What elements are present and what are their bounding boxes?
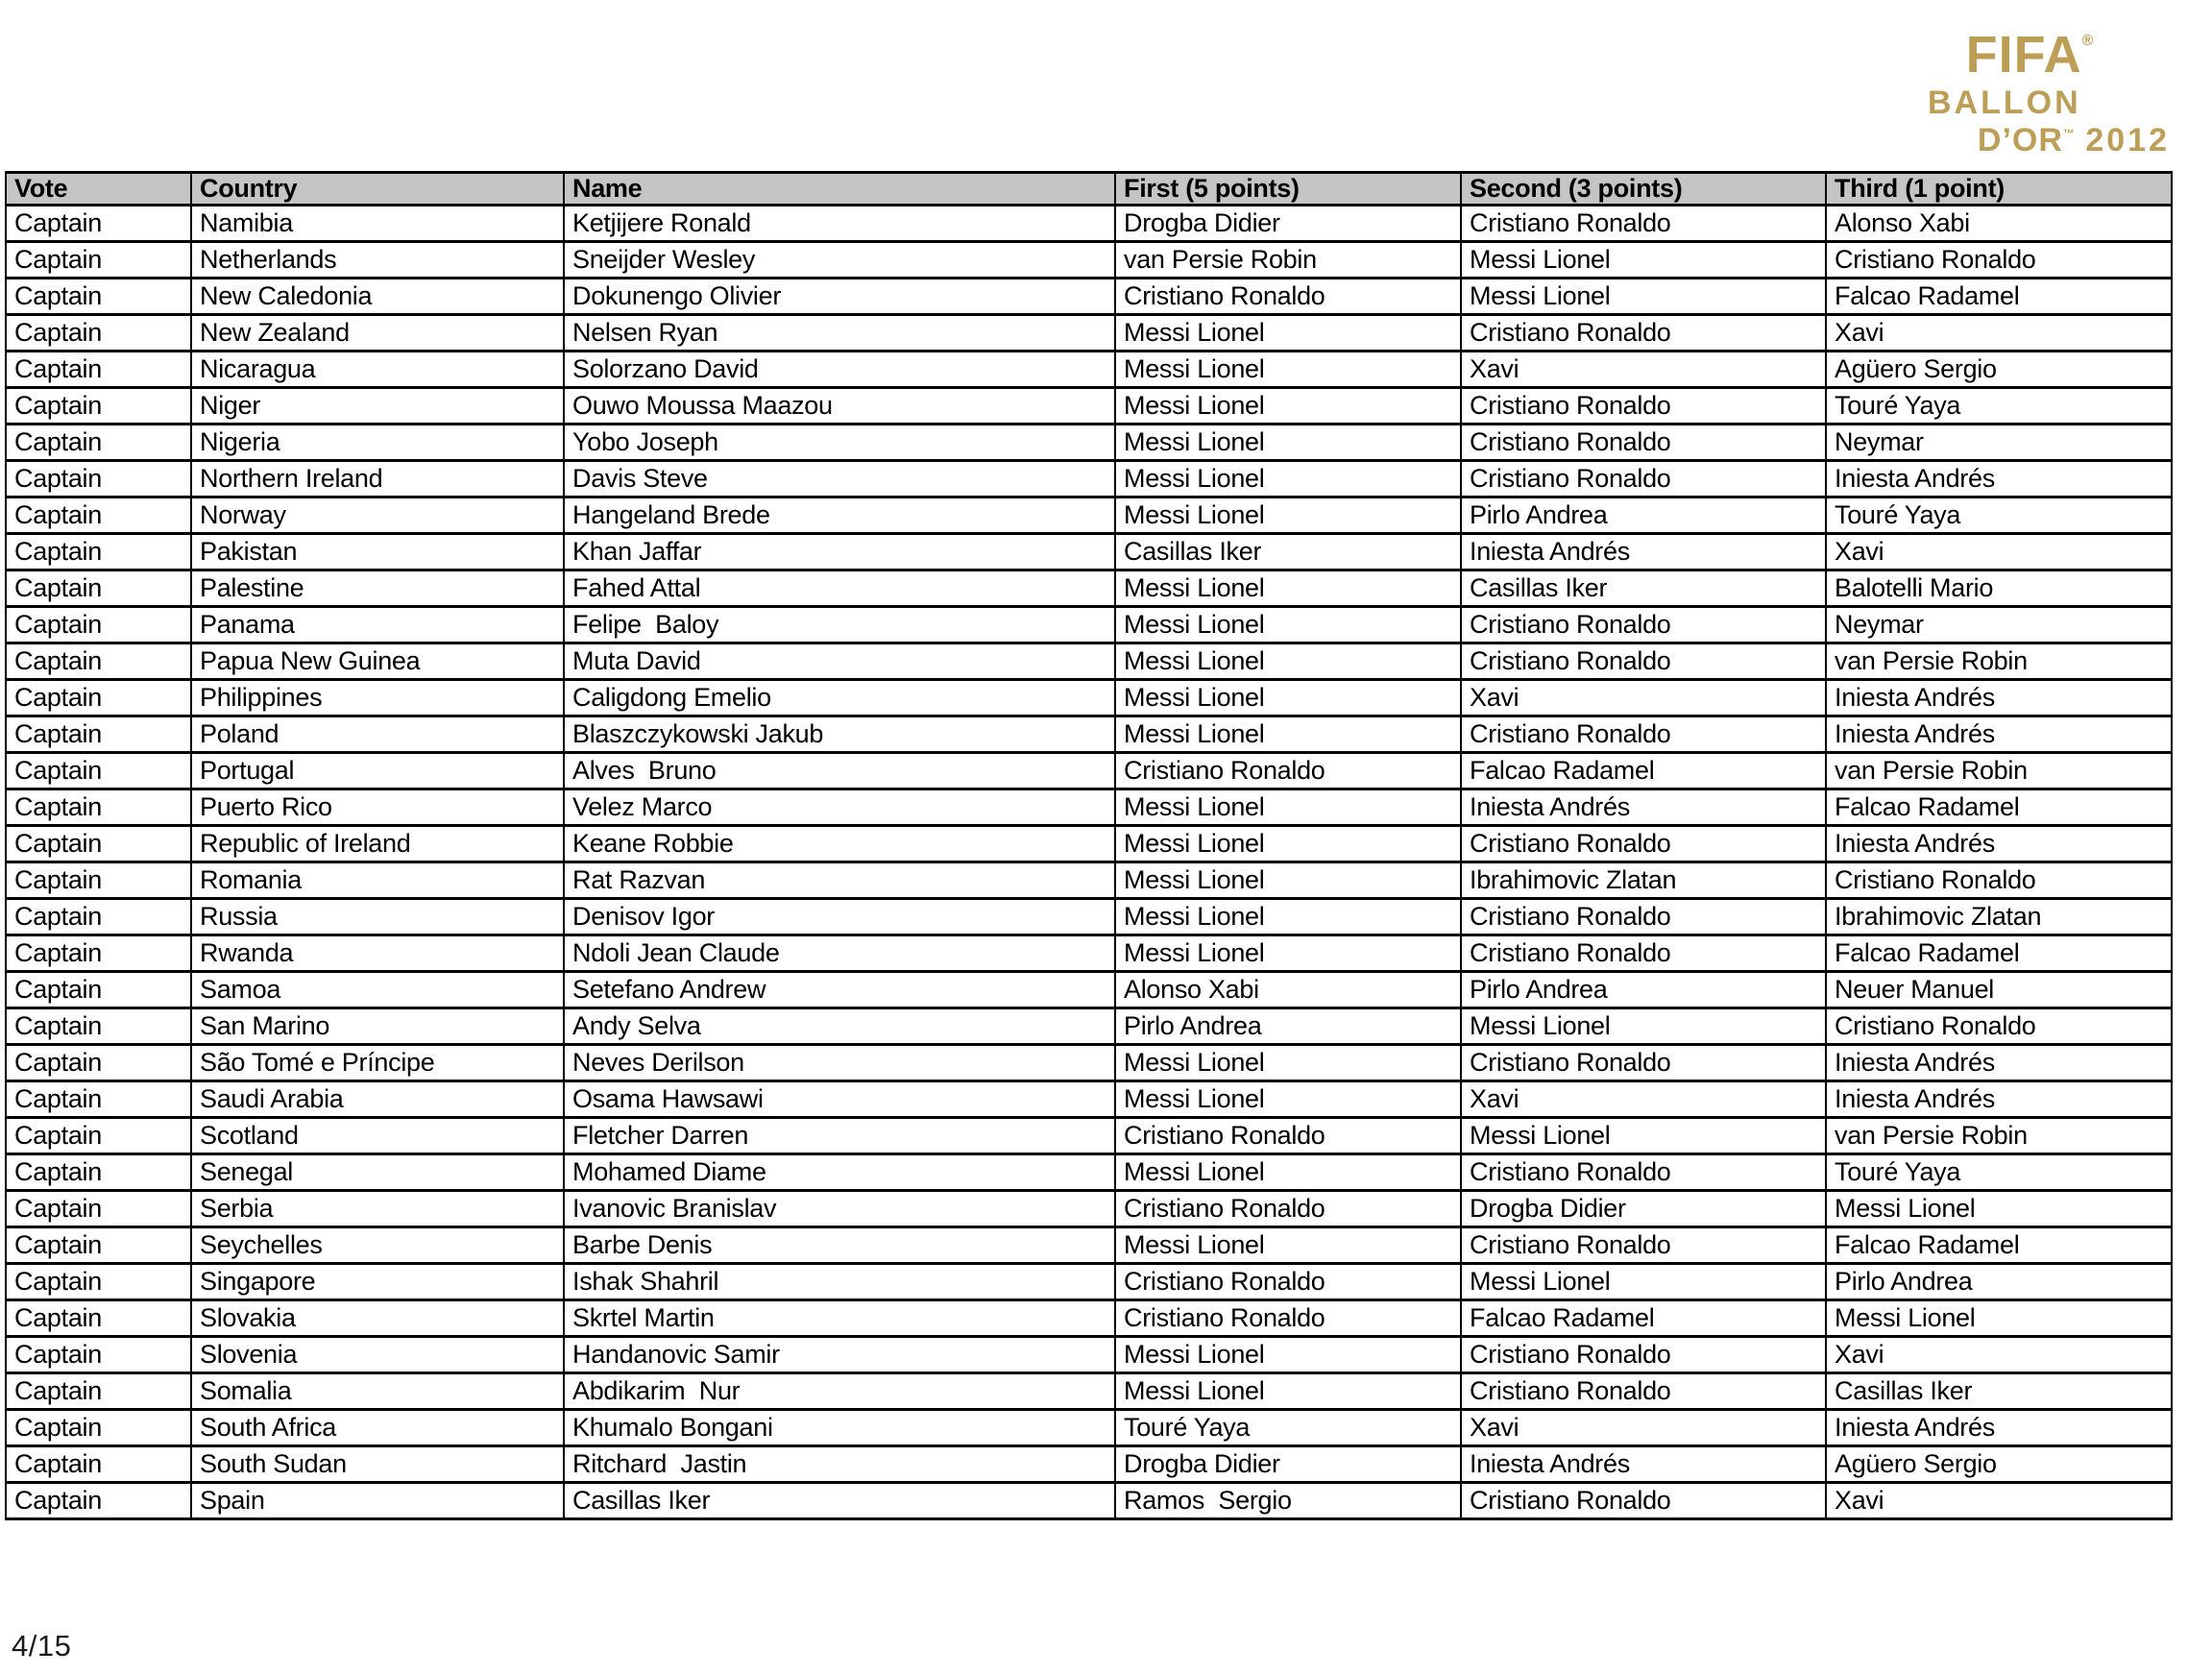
cell-name: Neves Derilson [564,1045,1115,1081]
cell-third-choice: Touré Yaya [1826,1154,2172,1191]
cell-first-choice: Messi Lionel [1115,1081,1461,1118]
cell-first-choice: Messi Lionel [1115,352,1461,388]
cell-country: South Africa [191,1410,564,1446]
table-row [6,899,2172,935]
cell-first-choice: Messi Lionel [1115,425,1461,461]
cell-country: Nigeria [191,425,564,461]
column-header-name: Name [564,173,1115,206]
cell-name: Nelsen Ryan [564,315,1115,352]
cell-vote: Captain [6,1264,191,1300]
cell-vote: Captain [6,1483,191,1519]
cell-country: Rwanda [191,935,564,972]
cell-country: Panama [191,607,564,643]
cell-second-choice: Cristiano Ronaldo [1461,1337,1826,1373]
trademark-symbol: ™ [2062,127,2076,140]
cell-vote: Captain [6,1154,191,1191]
cell-third-choice: Falcao Radamel [1826,935,2172,972]
cell-first-choice: Messi Lionel [1115,461,1461,498]
cell-first-choice: Messi Lionel [1115,1045,1461,1081]
cell-country: Senegal [191,1154,564,1191]
cell-third-choice: Falcao Radamel [1826,1227,2172,1264]
cell-country: Seychelles [191,1227,564,1264]
cell-second-choice: Cristiano Ronaldo [1461,1045,1826,1081]
cell-name: Osama Hawsawi [564,1081,1115,1118]
cell-first-choice: Alonso Xabi [1115,972,1461,1008]
column-header-second: Second (3 points) [1461,173,1826,206]
cell-name: Ndoli Jean Claude [564,935,1115,972]
cell-vote: Captain [6,716,191,753]
header-row [6,173,2172,206]
cell-first-choice: Pirlo Andrea [1115,1008,1461,1045]
cell-first-choice: Cristiano Ronaldo [1115,1300,1461,1337]
table-row [6,1118,2172,1154]
cell-first-choice: van Persie Robin [1115,242,1461,279]
cell-country: Papua New Guinea [191,643,564,680]
cell-name: Skrtel Martin [564,1300,1115,1337]
cell-vote: Captain [6,862,191,899]
cell-second-choice: Drogba Didier [1461,1191,1826,1227]
table-row [6,1045,2172,1081]
cell-vote: Captain [6,643,191,680]
table-row [6,206,2172,242]
cell-second-choice: Messi Lionel [1461,242,1826,279]
column-header-vote: Vote [6,173,191,206]
cell-vote: Captain [6,607,191,643]
cell-first-choice: Messi Lionel [1115,826,1461,862]
cell-name: Fletcher Darren [564,1118,1115,1154]
cell-name: Handanovic Samir [564,1337,1115,1373]
table-row [6,1446,2172,1483]
cell-first-choice: Messi Lionel [1115,1227,1461,1264]
cell-vote: Captain [6,1227,191,1264]
cell-third-choice: Iniesta Andrés [1826,1045,2172,1081]
cell-name: Ketjijere Ronald [564,206,1115,242]
page-number: 4/15 [12,1629,72,1663]
cell-name: Muta David [564,643,1115,680]
table-row [6,461,2172,498]
cell-second-choice: Xavi [1461,1410,1826,1446]
cell-country: Romania [191,862,564,899]
cell-third-choice: Neuer Manuel [1826,972,2172,1008]
cell-country: Norway [191,498,564,534]
cell-vote: Captain [6,935,191,972]
cell-vote: Captain [6,1446,191,1483]
cell-second-choice: Falcao Radamel [1461,753,1826,789]
cell-first-choice: Messi Lionel [1115,570,1461,607]
column-header-first: First (5 points) [1115,173,1461,206]
cell-third-choice: Ibrahimovic Zlatan [1826,899,2172,935]
table-row [6,935,2172,972]
cell-third-choice: van Persie Robin [1826,643,2172,680]
cell-second-choice: Messi Lionel [1461,1264,1826,1300]
cell-name: Abdikarim Nur [564,1373,1115,1410]
cell-vote: Captain [6,1045,191,1081]
cell-third-choice: Cristiano Ronaldo [1826,862,2172,899]
cell-second-choice: Messi Lionel [1461,1008,1826,1045]
cell-name: Denisov Igor [564,899,1115,935]
cell-first-choice: Messi Lionel [1115,1373,1461,1410]
cell-name: Hangeland Brede [564,498,1115,534]
cell-second-choice: Casillas Iker [1461,570,1826,607]
cell-first-choice: Cristiano Ronaldo [1115,753,1461,789]
table-row [6,1300,2172,1337]
cell-third-choice: Iniesta Andrés [1826,461,2172,498]
cell-second-choice: Cristiano Ronaldo [1461,607,1826,643]
cell-vote: Captain [6,789,191,826]
cell-third-choice: Balotelli Mario [1826,570,2172,607]
cell-first-choice: Messi Lionel [1115,315,1461,352]
cell-third-choice: Neymar [1826,607,2172,643]
cell-first-choice: Touré Yaya [1115,1410,1461,1446]
cell-third-choice: Neymar [1826,425,2172,461]
cell-third-choice: Xavi [1826,1483,2172,1519]
cell-second-choice: Cristiano Ronaldo [1461,206,1826,242]
cell-name: Davis Steve [564,461,1115,498]
cell-second-choice: Iniesta Andrés [1461,534,1826,570]
table-row [6,534,2172,570]
fifa-ballon-dor-logo [1928,26,2170,158]
table-row [6,753,2172,789]
cell-vote: Captain [6,1191,191,1227]
cell-name: Felipe Baloy [564,607,1115,643]
cell-country: Slovakia [191,1300,564,1337]
cell-second-choice: Cristiano Ronaldo [1461,1483,1826,1519]
cell-third-choice: Casillas Iker [1826,1373,2172,1410]
cell-name: Alves Bruno [564,753,1115,789]
cell-name: Ivanovic Branislav [564,1191,1115,1227]
cell-name: Casillas Iker [564,1483,1115,1519]
cell-country: Netherlands [191,242,564,279]
cell-first-choice: Messi Lionel [1115,935,1461,972]
table-row [6,1483,2172,1519]
cell-first-choice: Messi Lionel [1115,899,1461,935]
cell-third-choice: Xavi [1826,1337,2172,1373]
cell-vote: Captain [6,315,191,352]
cell-name: Andy Selva [564,1008,1115,1045]
logo-fifa-wordmark: FIFA® [1965,26,2094,84]
cell-country: Saudi Arabia [191,1081,564,1118]
cell-second-choice: Cristiano Ronaldo [1461,425,1826,461]
cell-second-choice: Cristiano Ronaldo [1461,643,1826,680]
cell-vote: Captain [6,388,191,425]
cell-second-choice: Cristiano Ronaldo [1461,1227,1826,1264]
cell-third-choice: Iniesta Andrés [1826,1081,2172,1118]
cell-name: Velez Marco [564,789,1115,826]
cell-vote: Captain [6,1008,191,1045]
cell-second-choice: Ibrahimovic Zlatan [1461,862,1826,899]
cell-third-choice: Xavi [1826,534,2172,570]
cell-third-choice: Falcao Radamel [1826,789,2172,826]
table-row [6,680,2172,716]
table-row [6,826,2172,862]
cell-vote: Captain [6,680,191,716]
cell-country: New Caledonia [191,279,564,315]
cell-country: Niger [191,388,564,425]
cell-first-choice: Messi Lionel [1115,388,1461,425]
table-row [6,972,2172,1008]
cell-third-choice: Touré Yaya [1826,388,2172,425]
logo-ballon-text: BALLON [1928,85,2081,121]
cell-country: Scotland [191,1118,564,1154]
cell-third-choice: Iniesta Andrés [1826,1410,2172,1446]
table-body [6,206,2172,1519]
cell-second-choice: Pirlo Andrea [1461,972,1826,1008]
cell-name: Khumalo Bongani [564,1410,1115,1446]
cell-country: Philippines [191,680,564,716]
table-row [6,242,2172,279]
cell-vote: Captain [6,570,191,607]
cell-vote: Captain [6,1373,191,1410]
cell-third-choice: van Persie Robin [1826,753,2172,789]
cell-name: Ouwo Moussa Maazou [564,388,1115,425]
cell-name: Ritchard Jastin [564,1446,1115,1483]
table-row [6,607,2172,643]
cell-name: Setefano Andrew [564,972,1115,1008]
cell-first-choice: Messi Lionel [1115,789,1461,826]
table-row [6,1373,2172,1410]
cell-second-choice: Xavi [1461,352,1826,388]
cell-vote: Captain [6,242,191,279]
cell-third-choice: Cristiano Ronaldo [1826,242,2172,279]
cell-second-choice: Cristiano Ronaldo [1461,899,1826,935]
cell-country: Northern Ireland [191,461,564,498]
table-row [6,643,2172,680]
cell-second-choice: Messi Lionel [1461,279,1826,315]
cell-first-choice: Messi Lionel [1115,1337,1461,1373]
cell-name: Ishak Shahril [564,1264,1115,1300]
table-row [6,279,2172,315]
cell-vote: Captain [6,1410,191,1446]
cell-second-choice: Cristiano Ronaldo [1461,1373,1826,1410]
cell-vote: Captain [6,534,191,570]
cell-country: Samoa [191,972,564,1008]
cell-second-choice: Messi Lionel [1461,1118,1826,1154]
cell-country: São Tomé e Príncipe [191,1045,564,1081]
cell-second-choice: Cristiano Ronaldo [1461,935,1826,972]
cell-vote: Captain [6,1081,191,1118]
cell-second-choice: Cristiano Ronaldo [1461,716,1826,753]
cell-first-choice: Messi Lionel [1115,498,1461,534]
cell-country: Slovenia [191,1337,564,1373]
vote-results-table [5,171,2173,1520]
cell-vote: Captain [6,1300,191,1337]
cell-third-choice: Touré Yaya [1826,498,2172,534]
cell-vote: Captain [6,352,191,388]
cell-name: Khan Jaffar [564,534,1115,570]
table-row [6,1081,2172,1118]
table-row [6,1154,2172,1191]
cell-first-choice: Cristiano Ronaldo [1115,1264,1461,1300]
cell-country: Singapore [191,1264,564,1300]
table-row [6,862,2172,899]
cell-country: Portugal [191,753,564,789]
cell-first-choice: Messi Lionel [1115,1154,1461,1191]
column-header-third: Third (1 point) [1826,173,2172,206]
cell-name: Barbe Denis [564,1227,1115,1264]
cell-second-choice: Cristiano Ronaldo [1461,826,1826,862]
cell-third-choice: Pirlo Andrea [1826,1264,2172,1300]
cell-first-choice: Messi Lionel [1115,607,1461,643]
table-row [6,570,2172,607]
cell-country: Namibia [191,206,564,242]
table-row [6,1191,2172,1227]
cell-name: Solorzano David [564,352,1115,388]
table-row [6,1227,2172,1264]
logo-dor-year-text: D’OR™ 2012 [1977,122,2170,158]
cell-name: Sneijder Wesley [564,242,1115,279]
table-row [6,315,2172,352]
table-row [6,1337,2172,1373]
cell-third-choice: Messi Lionel [1826,1300,2172,1337]
cell-vote: Captain [6,899,191,935]
cell-country: Spain [191,1483,564,1519]
table-row [6,716,2172,753]
cell-vote: Captain [6,498,191,534]
column-header-country: Country [191,173,564,206]
table-row [6,1264,2172,1300]
cell-country: New Zealand [191,315,564,352]
cell-vote: Captain [6,206,191,242]
cell-third-choice: Agüero Sergio [1826,1446,2172,1483]
cell-name: Fahed Attal [564,570,1115,607]
cell-second-choice: Cristiano Ronaldo [1461,461,1826,498]
cell-country: Somalia [191,1373,564,1410]
cell-country: Poland [191,716,564,753]
cell-third-choice: Iniesta Andrés [1826,826,2172,862]
cell-name: Yobo Joseph [564,425,1115,461]
table-row [6,352,2172,388]
cell-first-choice: Cristiano Ronaldo [1115,279,1461,315]
cell-third-choice: Messi Lionel [1826,1191,2172,1227]
cell-first-choice: Messi Lionel [1115,716,1461,753]
cell-vote: Captain [6,279,191,315]
cell-country: Republic of Ireland [191,826,564,862]
cell-name: Keane Robbie [564,826,1115,862]
table-row [6,1410,2172,1446]
cell-vote: Captain [6,1118,191,1154]
cell-second-choice: Cristiano Ronaldo [1461,315,1826,352]
cell-third-choice: Agüero Sergio [1826,352,2172,388]
cell-first-choice: Ramos Sergio [1115,1483,1461,1519]
registered-trademark-symbol: ® [2081,33,2094,49]
table-header [6,173,2172,206]
cell-third-choice: Iniesta Andrés [1826,680,2172,716]
cell-third-choice: van Persie Robin [1826,1118,2172,1154]
cell-vote: Captain [6,461,191,498]
table-row [6,789,2172,826]
cell-first-choice: Cristiano Ronaldo [1115,1118,1461,1154]
cell-second-choice: Cristiano Ronaldo [1461,388,1826,425]
cell-third-choice: Falcao Radamel [1826,279,2172,315]
cell-first-choice: Messi Lionel [1115,643,1461,680]
cell-country: Russia [191,899,564,935]
cell-vote: Captain [6,425,191,461]
cell-country: South Sudan [191,1446,564,1483]
cell-second-choice: Xavi [1461,1081,1826,1118]
table-row [6,425,2172,461]
cell-third-choice: Alonso Xabi [1826,206,2172,242]
cell-second-choice: Iniesta Andrés [1461,789,1826,826]
cell-country: Pakistan [191,534,564,570]
cell-country: Nicaragua [191,352,564,388]
cell-country: Puerto Rico [191,789,564,826]
cell-first-choice: Casillas Iker [1115,534,1461,570]
cell-name: Mohamed Diame [564,1154,1115,1191]
cell-name: Rat Razvan [564,862,1115,899]
cell-country: San Marino [191,1008,564,1045]
cell-name: Dokunengo Olivier [564,279,1115,315]
cell-second-choice: Xavi [1461,680,1826,716]
cell-country: Serbia [191,1191,564,1227]
cell-first-choice: Messi Lionel [1115,680,1461,716]
cell-first-choice: Cristiano Ronaldo [1115,1191,1461,1227]
cell-first-choice: Drogba Didier [1115,206,1461,242]
cell-first-choice: Messi Lionel [1115,862,1461,899]
table-row [6,498,2172,534]
cell-name: Blaszczykowski Jakub [564,716,1115,753]
cell-vote: Captain [6,972,191,1008]
cell-vote: Captain [6,1337,191,1373]
table-row [6,1008,2172,1045]
cell-second-choice: Falcao Radamel [1461,1300,1826,1337]
cell-first-choice: Drogba Didier [1115,1446,1461,1483]
cell-third-choice: Cristiano Ronaldo [1826,1008,2172,1045]
cell-country: Palestine [191,570,564,607]
cell-second-choice: Iniesta Andrés [1461,1446,1826,1483]
cell-vote: Captain [6,826,191,862]
cell-third-choice: Iniesta Andrés [1826,716,2172,753]
cell-second-choice: Cristiano Ronaldo [1461,1154,1826,1191]
cell-name: Caligdong Emelio [564,680,1115,716]
cell-third-choice: Xavi [1826,315,2172,352]
table-row [6,388,2172,425]
cell-second-choice: Pirlo Andrea [1461,498,1826,534]
cell-vote: Captain [6,753,191,789]
